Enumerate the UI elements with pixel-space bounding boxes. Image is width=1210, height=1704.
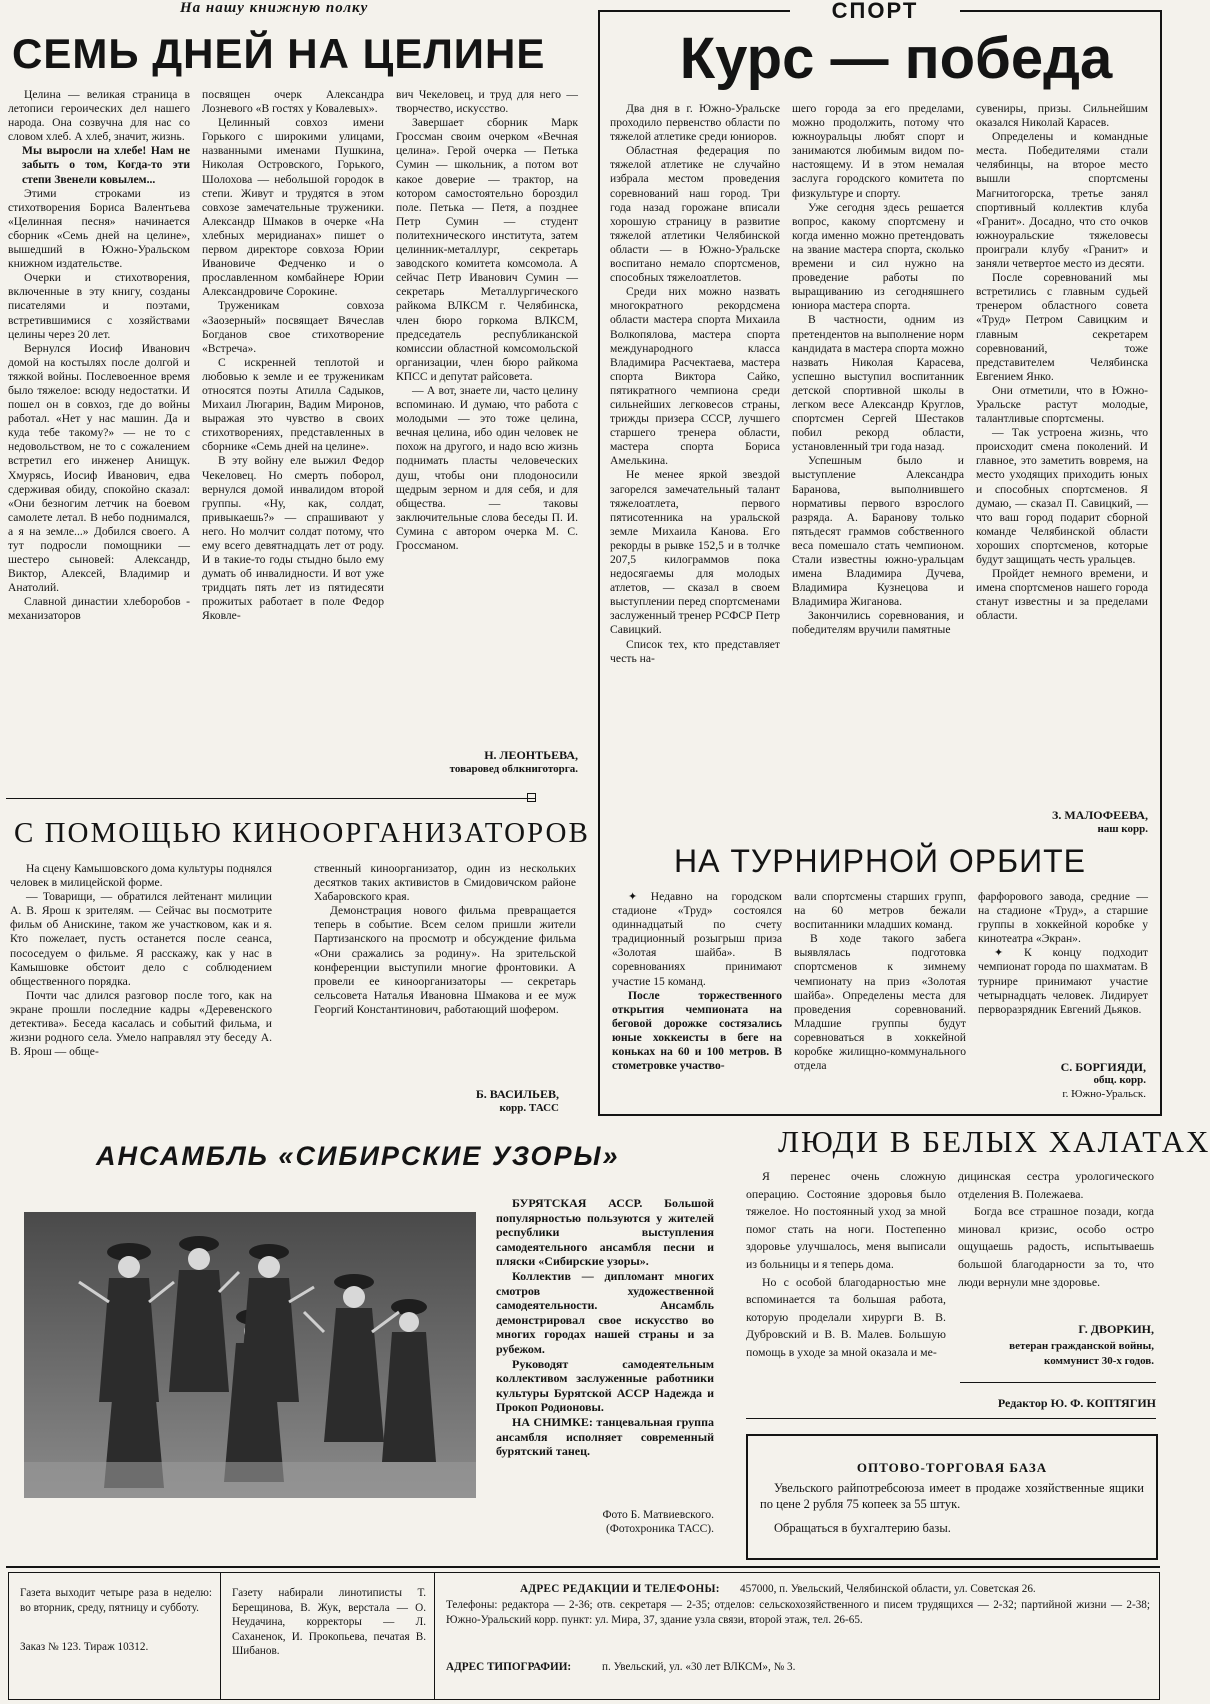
divider bbox=[746, 1418, 1156, 1419]
book-paragraph: Славной династии хлеборобов - механизаторов bbox=[8, 595, 190, 623]
ensemble-paragraph: БУРЯТСКАЯ АССР. Большой популярностью пользуются у жителей республики выступления самодеятельного ансамбля песни и пляски «Сибирские узоры». bbox=[496, 1196, 714, 1269]
cinema-column-2 bbox=[314, 862, 576, 1062]
orbit-paragraph: фарфорового завода, средние — на стадионе «Труд», а старшие группы в хоккейной коробке у кинотеатра «Экран». bbox=[978, 890, 1148, 946]
editor-credit: Редактор Ю. Ф. КОПТЯГИН bbox=[997, 1396, 1156, 1410]
sport-paragraph: — Так устроена жизнь, что происходит смена поколений. И главное, это заметить вовремя, на место уходящих приходить юных и способных спортсменов. Я думаю, — сказал П. Савицкий, — что ваш город подарит сборной команде Челябинской области хороших спортсменов, которые будут защищать честь уральцев. bbox=[976, 426, 1148, 566]
doctors-paragraph: Но с особой благодарностью мне вспоминается та большая работа, которую проделали хирурги В. В. Дубровский и В. В. Малев. Большую помощь в уходе за мной оказала и ме- bbox=[746, 1274, 946, 1359]
sport-column-3 bbox=[976, 102, 1148, 802]
sport-paragraph: Пройдет немного времени, и имена спортсменов нашего города станут известны и за пределами области. bbox=[976, 567, 1148, 623]
footer-phones: Телефоны: редактора — 2-36; отв. секретаря — 2-35; отделов: сельскохозяйственного и писем трудящихся — 2-32; партийной жизни — 2-38; Южно-Уральский корр. пункт: ул. Мира, 37, здание узла связи, второй этаж, тел. 26-65. bbox=[446, 1599, 1150, 1626]
doctors-headline: ЛЮДИ В БЕЛЫХ ХАЛАТАХ bbox=[778, 1124, 1210, 1159]
book-signature-title: товаровед облкниготорга. bbox=[449, 763, 578, 775]
orbit-column-1 bbox=[612, 890, 782, 1102]
book-paragraph: Труженикам совхоза «Заозерный» посвящает Вячеслав Богданов свое стихотворение «Встреча». bbox=[202, 299, 384, 355]
sport-paragraph: Они отметили, что в Южно-Уральске растут молодые, талантливые спортсмены. bbox=[976, 383, 1148, 426]
footer-address: 457000, п. Увельский, Челябинской области, ул. Советская 26. bbox=[740, 1583, 1036, 1595]
dancers-photo-icon bbox=[24, 1212, 476, 1498]
orbit-text: К концу подходит чемпионат города по шахматам. В турнире принимают участие четырнадцать человек. Лидирует перворазрядник Евгений Дьяков. bbox=[978, 946, 1148, 1016]
book-column-1 bbox=[8, 88, 190, 790]
star-bullet-icon: ✦ bbox=[628, 891, 651, 903]
sport-rubric: СПОРТ bbox=[790, 0, 960, 24]
footer-print-address: п. Увельский, ул. «30 лет ВЛКСМ», № 3. bbox=[602, 1661, 796, 1673]
ensemble-photo-credit: Фото Б. Матвиевского. bbox=[602, 1509, 714, 1521]
ensemble-headline: АНСАМБЛЬ «СИБИРСКИЕ УЗОРЫ» bbox=[96, 1141, 620, 1171]
cinema-headline: С ПОМОЩЬЮ КИНООРГАНИЗАТОРОВ bbox=[14, 817, 590, 849]
orbit-paragraph: В ходе такого забега выявлялась подготовка спортсменов к зимнему чемпионату на приз «Золотая шайба». Определены места для проведения соревнований. Младшие группы будут соревноваться в хоккейной коробке жилищно-коммунального отдела bbox=[794, 932, 966, 1073]
orbit-signature-place: г. Южно-Уральск. bbox=[1062, 1088, 1146, 1100]
cinema-paragraph: ственный киноорганизатор, один из нескольких десятков таких активистов в Смидовичском районе Хабаровского края. bbox=[314, 862, 576, 904]
orbit-text: Недавно на городском стадионе «Труд» состоялся одиннадцатый по счету традиционный розыгрыш приза «Золотая шайба». В соревнованиях принимают участие 15 команд. bbox=[612, 890, 782, 988]
ad-text: Увельского райпотребсоюза имеет в продаже хозяйственные ящики по цене 2 рубля 75 копеек за 55 штук. bbox=[760, 1481, 1144, 1511]
book-poem: Мы выросли на хлебе! Нам не забыть о том, Когда-то эти степи Звенели ковылем... bbox=[22, 144, 190, 186]
doctors-signature: Г. ДВОРКИН, bbox=[1078, 1322, 1154, 1336]
book-paragraph: Завершает сборник Марк Гроссман своим очерком «Вечная целина». Герой очерка — Петька Сумин — школьник, а потом вот какое доверие — трактор, на котором самостоятельно бороздил поле. Петька — Петя, а позднее Петр Сумин — студент политехнического института, затем целинник-металлург, секретарь заводского комитета комсомола. А сейчас Петр Иванович Сумин — секретарь Металлургического райкома ВЛКСМ г. Челябинска, член бюро горкома ВЛКСМ, председатель республиканской комиссии областной комсомольской организации, член бюро райкома КПСС и депутат райсовета. bbox=[396, 116, 578, 383]
book-paragraph: В эту войну еле выжил Федор Чекеловец. Но смерть поборол, вернулся домой инвалидом второй группы. «Ну, как, солдат, привыкаешь?» — спрашивают у него. Но молчит солдат потому, что ему всего девятнадцать лет от роду. И в такие-то годы стыдно было ему думать об инвалидности. И вот уже тридцать пять лет из пятидесяти прожитых работает в поле Федор Яковле- bbox=[202, 454, 384, 623]
book-signature: Н. ЛЕОНТЬЕВА, bbox=[484, 748, 578, 762]
book-paragraph: Целина — великая страница в летописи героических дел нашего народа. Она созвучна для нас со словом хлеб. А хлеб, значит, жизнь. bbox=[8, 88, 190, 144]
cinema-signature: Б. ВАСИЛЬЕВ, bbox=[475, 1087, 559, 1101]
sport-signature-title: наш корр. bbox=[1097, 823, 1148, 835]
book-paragraph: вич Чекеловец, и труд для него — творчество, искусство. bbox=[396, 88, 578, 116]
cinema-paragraph: Почти час длился разговор после того, как на экране прошли последние кадры «Деревенского детектива». Беседа касалась и событий фильма, и жизни родного села. Умело направлял эту беседу А. В. Ярош — обще- bbox=[10, 988, 272, 1059]
sport-paragraph: После соревнований мы встретились с главным судьей тренером областного совета «Труд» Петром Савицким и главным секретарем соревнований, тоже представителем Челябинска Евгением Янко. bbox=[976, 271, 1148, 383]
orbit-paragraph bbox=[612, 890, 782, 989]
sport-paragraph: Закончились соревнования, и победителям вручили памятные bbox=[792, 609, 964, 637]
sport-paragraph: сувениры, призы. Сильнейшим оказался Николай Карасев. bbox=[976, 102, 1148, 130]
ad-text-contact: Обращаться в бухгалтерию базы. bbox=[774, 1521, 951, 1535]
footer-address-title: АДРЕС РЕДАКЦИИ И ТЕЛЕФОНЫ: bbox=[520, 1583, 720, 1595]
book-headline: СЕМЬ ДНЕЙ НА ЦЕЛИНЕ bbox=[12, 30, 546, 77]
sport-paragraph: Уже сегодня здесь решается вопрос, какому спортсмену и когда именно можно претендовать на звание мастера спорта, сколько времени и сил нужно на проведение работы по выращиванию из сегодняшнего юниора мастера спорта. bbox=[792, 200, 964, 313]
doctors-column-2 bbox=[958, 1168, 1154, 1316]
orbit-column-2 bbox=[794, 890, 966, 1102]
doctors-paragraph: дицинская сестра урологического отделения В. Полежаева. bbox=[958, 1169, 1154, 1201]
divider-box bbox=[527, 793, 536, 802]
book-paragraph: Вернулся Иосиф Иванович домой на костылях после долгой и тяжкой войны. Послевоенное время было тяжелое: всюду недостатки. И пошел он в совхоз, где до войны работал. «Нет у нас машин. Да и куда тебе такому?» — не то с недовольством, не то с сожалением встретил его инженер Анищук. Хмурясь, Иосиф Иванович, едва сдерживая обиду, спокойно сказал: «Они безногим летчик на боевом самолете летал. В небо поднимался, а я на земле...» Добился своего. А тут подросли помощники — шестеро сыновей: Александр, Виктор, Алексей, Владимир и Анатолий. bbox=[8, 341, 190, 595]
footer-schedule: Газета выходит четыре раза в неделю: во вторник, среду, пятницу и субботу. bbox=[20, 1587, 212, 1614]
cinema-paragraph: Демонстрация нового фильма превращается теперь в событие. Всем селом пришли жители Партизанского на просмотр и обсуждение фильма «Они сражались за родину». На зрительской конференции выступили многие фронтовики. А провели ее киноорганизаторы — секретарь сельсовета Наталья Ивановна Шмакова и ее муж Георгий Константинович, работающий шофером. bbox=[314, 904, 576, 1016]
star-bullet-icon: ✦ bbox=[994, 947, 1024, 960]
sport-paragraph: Определены и командные места. Победителями стали челябинцы, на второе место вышли спортсмены Магнитогорска, третье занял спортивный коллектив клуба «Гранит». Досадно, что сто очков южноуральские тяжеловесы проиграли клубу «Гранит» и заняли четвертое место из десяти. bbox=[976, 130, 1148, 271]
ad-title: ОПТОВО-ТОРГОВАЯ БАЗА bbox=[856, 1460, 1048, 1475]
footer-top-rule bbox=[6, 1566, 1160, 1568]
doctors-paragraph: Богда все страшное позади, когда миновал кризис, особо остро ощущаешь радость, испытываешь большой благодарности за то, что люди вернули мне здоровье. bbox=[958, 1204, 1154, 1289]
sport-signature: З. МАЛОФЕЕВА, bbox=[1052, 808, 1148, 822]
orbit-headline: НА ТУРНИРНОЙ ОРБИТЕ bbox=[673, 843, 1087, 879]
orbit-paragraph bbox=[978, 946, 1148, 1016]
ensemble-caption: НА СНИМКЕ: танцевальная группа ансамбля исполняет современный бурятский танец. bbox=[496, 1414, 714, 1459]
cinema-paragraph: — Товарищи, — обратился лейтенант милиции А. В. Ярош к зрителям. — Сейчас вы посмотрите фильм об Анискине, таком же участковом, как и я. Кто пожелает, пусть останется после сеанса, пососедуем о фильме. Я расскажу, как у нас в Камышовке обстоит дело с соблюдением общественного порядка. bbox=[10, 890, 272, 988]
orbit-column-3 bbox=[978, 890, 1148, 1060]
orbit-paragraph: вали спортсмены старших групп, на 60 метров бежали воспитанники младших команд. bbox=[794, 890, 966, 932]
ensemble-photo-credit-agency: (Фотохроника ТАСС). bbox=[605, 1523, 714, 1535]
cinema-column-1 bbox=[10, 862, 272, 1116]
book-paragraph: Целинный совхоз имени Горького с широкими улицами, названными именами Пушкина, Николая Островского, Горького, Шолохова — небольшой городок в степи. Живут и трудятся в этом совхозе замечательные труженики. Александр Шмаков в очерке «На хлебных меридианах» пишет о первом директоре совхоза Юрии Ивановиче Федченко и о прославленном комбайнере Юрии Александровиче Сорокине. bbox=[202, 116, 384, 299]
ensemble-photo bbox=[24, 1212, 476, 1498]
sport-paragraph: Среди них можно назвать многократного рекордсмена области мастера спорта Михаила Волкопялова, мастера спорта международного класса Владимира Расчектаева, мастера спорта Виктора Сайко, пятикратного чемпиона среди сильнейших легковесов страны, трижды призера СССР, лучшего старшего тренера области, мастера спорта Бориса Амелькина. bbox=[610, 285, 780, 468]
cinema-signature-title: корр. ТАСС bbox=[499, 1102, 559, 1114]
doctors-signature-title: коммунист 30-х годов. bbox=[1044, 1355, 1154, 1367]
sport-paragraph: В частности, одним из претендентов на выполнение норм кандидата в мастера спорта можно назвать Николая Карасева, успешно выступил воспитанник детской спортивной школы в легком весе Александр Круглов, спортсмен Сергей Шестаков побил рекорд области, установленный три года назад. bbox=[792, 313, 964, 454]
ensemble-text bbox=[496, 1196, 714, 1470]
sport-headline: Курс — победа bbox=[679, 26, 1113, 91]
footer-typesetters: Газету набирали линотиписты Т. Берещинова, В. Жук, верстала — О. Неудачина, корректоры — Л. Саханенок, И. Прокопьева, печатая В. Шибанов. bbox=[232, 1587, 426, 1657]
sport-paragraph: Список тех, кто представляет честь на- bbox=[610, 637, 780, 665]
ensemble-paragraph: Руководят самодеятельным коллективом заслуженные работники культуры Бурятской АССР Надежда и Прокоп Родионовы. bbox=[496, 1356, 714, 1415]
footer-divider bbox=[220, 1572, 221, 1700]
doctors-column-1 bbox=[746, 1168, 946, 1414]
sport-paragraph: Два дня в г. Южно-Уральске проходило первенство области по тяжелой атлетике среди юниоров. bbox=[610, 102, 780, 144]
book-paragraph: посвящен очерк Александра Лозневого «В гостях у Ковалевых». bbox=[202, 88, 384, 116]
sport-paragraph: Не менее яркой звездой загорелся замечательный талант тяжелоатлета, первого пятисотенника на уральской земле Михаила Канова. Его рекорды в рывке 152,5 и в толчке 207,5 килограммов пока недосягаемы для молодых атлетов, — сказал в своем выступлении перед спортсменами заслуженный тренер РСФСР Петр Савицкий. bbox=[610, 468, 780, 637]
doctors-signature-title: ветеран гражданской войны, bbox=[1009, 1340, 1154, 1352]
ensemble-paragraph: Коллектив — дипломант многих смотров художественной самодеятельности. Ансамбль демонстрировал свое искусство во многих городах нашей страны и за рубежом. bbox=[496, 1268, 714, 1356]
book-paragraph: Этими строками из стихотворения Бориса Валентьева «Целинная песня» начинается сборник «Семь дней на целине», вышедший в Южно-Уральском книжном издательстве. bbox=[8, 186, 190, 271]
book-paragraph: С искренней теплотой и любовью к земле и ее труженикам относятся поэты Атилла Садыков, Михаил Люгарин, Вадим Миронов, выражая это чувство в своих стихотворениях, представленных в сборнике «Семь дней на целине». bbox=[202, 355, 384, 454]
rubric-books: На нашу книжную полку bbox=[180, 0, 369, 16]
sport-paragraph: Областная федерация по тяжелой атлетике не случайно избрала местом проведения соревнований наш город. Три года назад горожане вписали хорошую страницу в развитие тяжелой атлетики Челябинской области — в Южно-Уральске воспитано немало спортсменов, способных тяжелоатлетов. bbox=[610, 144, 780, 285]
orbit-signature-title: общ. корр. bbox=[1093, 1074, 1146, 1086]
orbit-paragraph: После торжественного открытия чемпионата на беговой дорожке состязались юные хоккеисты в беге на коньках на 60 и 100 метров. В стометровке участво- bbox=[612, 988, 782, 1073]
footer-divider bbox=[434, 1572, 435, 1700]
sport-column-1 bbox=[610, 102, 780, 842]
divider bbox=[6, 798, 536, 799]
doctors-paragraph: Я перенес очень сложную операцию. Состояние здоровья было тяжелое. Но постоянный уход за мной помог стать на ноги. Постепенно здоровье улучшалось, меня выписали из больницы и я теперь дома. bbox=[746, 1169, 946, 1271]
book-paragraph: — А вот, знаете ли, часто целину вспоминаю. И думаю, что работа с молодыми — это тоже целина, вечная целина, ибо один человек не похож на другого, и надо всю жизнь поднимать пласты человеческих душ, чтобы они плодоносили щедрым зерном и для себя, и для общества. — таковы заключительные слова беседы П. И. Сумина с автором очерка М. С. Гроссманом. bbox=[396, 383, 578, 552]
book-column-3 bbox=[396, 88, 578, 748]
sport-paragraph: Успешным было и выступление Александра Баранова, выполнившего нормативы первого взрослого разряда. А. Баранову только пятьдесят граммов собственного веса помешало стать чемпионом. Стали известны южно-уральцам имена Владимира Дучева, Владимира Кузнецова и Владимира Жиганова. bbox=[792, 454, 964, 609]
footer-print-address-label: АДРЕС ТИПОГРАФИИ: bbox=[446, 1661, 572, 1673]
book-paragraph: Очерки и стихотворения, включенные в эту книгу, созданы писателями и поэтами, встретившимися с хозяйствами целины через 20 лет. bbox=[8, 271, 190, 341]
cinema-paragraph: На сцену Камышовского дома культуры поднялся человек в милицейской форме. bbox=[10, 862, 272, 890]
footer-order: Заказ № 123. Тираж 10312. bbox=[20, 1641, 149, 1653]
book-column-2 bbox=[202, 88, 384, 790]
sport-column-2 bbox=[792, 102, 964, 842]
divider bbox=[960, 1382, 1156, 1383]
sport-paragraph: шего города за его пределами, можно продолжить, потому что южноуральцы любят спорт и занимаются любимым видом по-настоящему. И в этом немалая заслуга городского комитета по физкультуре и спорту. bbox=[792, 102, 964, 200]
orbit-signature: С. БОРГИЯДИ, bbox=[1060, 1060, 1146, 1074]
